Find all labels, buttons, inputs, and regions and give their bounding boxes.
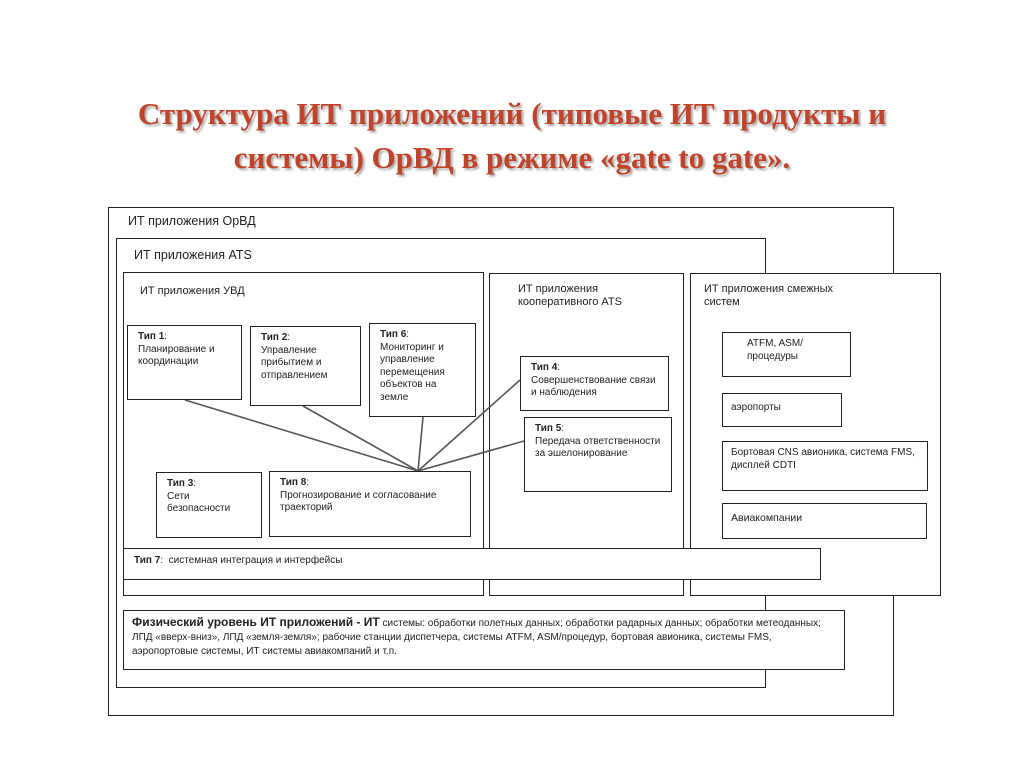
physical-level-box — [123, 610, 845, 670]
uvd-label: ИТ приложения УВД — [140, 285, 245, 297]
orvd-label: ИТ приложения ОрВД — [128, 214, 256, 228]
type-1-text: Планирование и координации — [138, 343, 215, 367]
type-7-text: системная интеграция и интерфейсы — [168, 555, 343, 566]
type-8-box: Тип 8: Прогнозирование и согласование траекторий — [269, 471, 471, 537]
coop-ats-label: ИТ приложения кооперативного ATS — [518, 283, 622, 308]
type-1-box: Тип 1: Планирование и координации — [127, 325, 242, 400]
title-line-2: системы) ОрВД в режиме «gate to gate». — [233, 140, 791, 175]
slide-title — [40, 92, 984, 180]
type-8-text: Прогнозирование и согласование траекторий — [280, 489, 437, 513]
type-3-head: Тип 3 — [167, 478, 194, 489]
type-3-text: Сети безопасности — [167, 490, 231, 514]
type-7-head: Тип 7 — [134, 555, 161, 566]
ats-label: ИТ приложения ATS — [134, 248, 252, 262]
type-2-text: Управление прибытием и отправлением — [261, 344, 328, 381]
type-5-head: Тип 5 — [535, 423, 562, 434]
physical-level-head: Физический уровень ИТ приложений - ИТ — [132, 615, 380, 629]
type-3-box: Тип 3: Сети безопасности — [156, 472, 262, 538]
type-5-box: Тип 5: Передача ответственности за эшелонирование — [524, 417, 672, 492]
avionics-box: Бортовая CNS авионика, система FMS, дисплей CDTI — [722, 441, 928, 491]
adjacent-label: ИТ приложения смежных систем — [704, 283, 834, 308]
type-4-head: Тип 4 — [531, 362, 558, 373]
type-4-text: Совершенствование связи и наблюдения — [531, 374, 656, 398]
physical-level-text: системы: обработки полетных данных; обработки радарных данных; обработки метеоданных; ЛПД «вверх-вниз», ЛПД «земля-земля»; рабочие станции диспетчера, системы ATFM, ASM/процедур, бортовая авионика, системы FMS, аэропортовые системы, ИТ системы авиакомпаний и т.п. — [132, 618, 821, 657]
type-6-box: Тип 6: Мониторинг и управление перемещения объектов на земле — [369, 323, 476, 417]
type-8-head: Тип 8 — [280, 477, 307, 488]
type-6-head: Тип 6 — [380, 329, 407, 340]
type-6-text: Мониторинг и управление перемещения объектов на земле — [380, 341, 445, 403]
atfm-box: ATFM, ASM/процедуры — [722, 332, 851, 377]
type-5-text: Передача ответственности за эшелонирование — [535, 435, 661, 459]
type-1-head: Тип 1 — [138, 331, 165, 342]
type-7-box: Тип 7: системная интеграция и интерфейсы — [123, 548, 821, 580]
airports-box: аэропорты — [722, 393, 842, 427]
type-4-box: Тип 4: Совершенствование связи и наблюдения — [520, 356, 669, 411]
type-2-head: Тип 2 — [261, 332, 288, 343]
type-2-box: Тип 2: Управление прибытием и отправлением — [250, 326, 361, 406]
airlines-box: Авиакомпании — [722, 503, 927, 539]
title-line-1: Структура ИТ приложений (типовые ИТ продукты и — [137, 96, 887, 131]
